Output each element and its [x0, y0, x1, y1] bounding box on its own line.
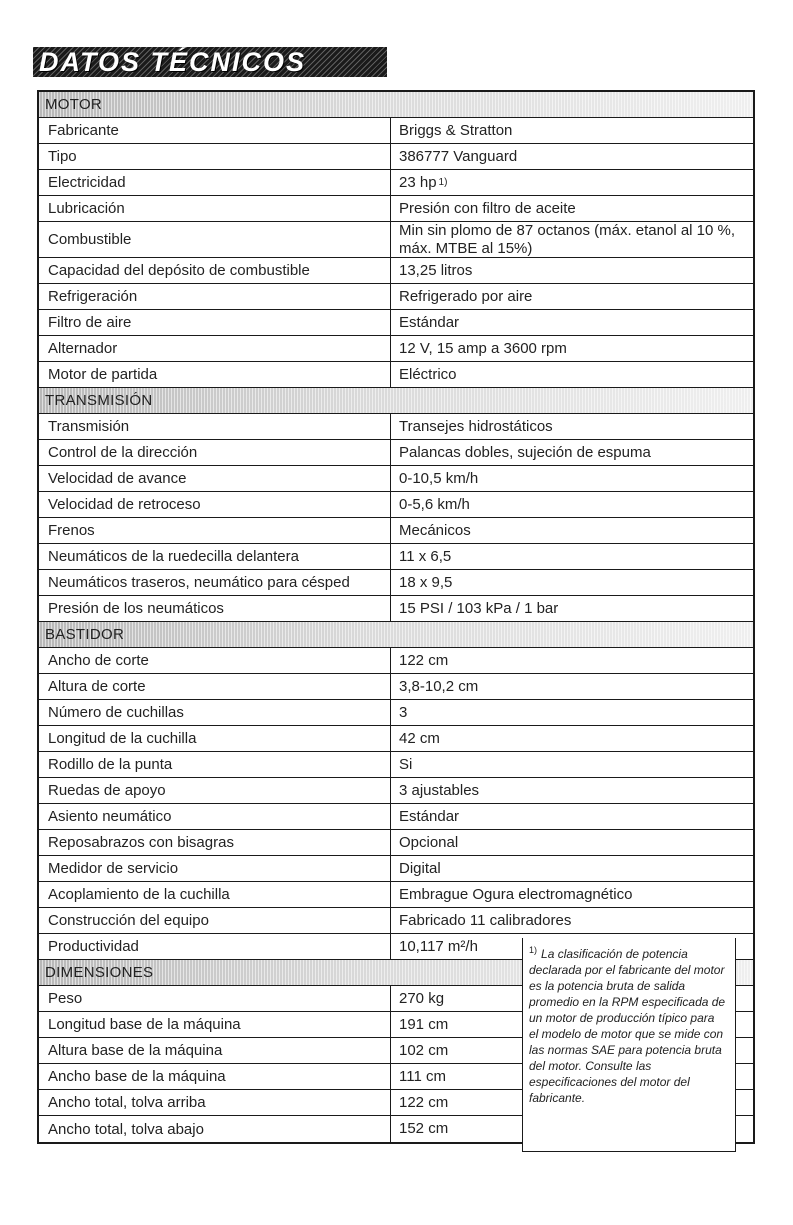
row-value: Briggs & Stratton: [399, 121, 513, 139]
row-value: 23 hp 1): [399, 173, 448, 191]
row-label: Ancho base de la máquina: [39, 1064, 391, 1089]
section-header-motor: MOTOR: [39, 92, 753, 118]
table-row: [39, 882, 753, 908]
row-value: 122 cm: [399, 651, 449, 669]
table-row: [39, 222, 753, 258]
table-row: [39, 362, 753, 388]
table-row: [39, 518, 753, 544]
row-value: 386777 Vanguard: [399, 147, 518, 165]
row-value: 42 cm: [399, 729, 440, 747]
row-label: Medidor de servicio: [39, 856, 391, 881]
row-value: Mecánicos: [399, 521, 471, 539]
row-label: Neumáticos de la ruedecilla delantera: [39, 544, 391, 569]
table-row: [39, 544, 753, 570]
row-value: Transejes hidrostáticos: [399, 417, 553, 435]
table-row: [39, 700, 753, 726]
row-value: 12 V, 15 amp a 3600 rpm: [399, 339, 567, 357]
table-row: [39, 466, 753, 492]
row-label: Ancho total, tolva arriba: [39, 1090, 391, 1115]
row-value: 3,8-10,2 cm: [399, 677, 479, 695]
row-value: Estándar: [399, 313, 460, 331]
table-row: [39, 310, 753, 336]
table-row: [39, 414, 753, 440]
row-value: 13,25 litros: [399, 261, 473, 279]
table-row: [39, 196, 753, 222]
footnote-marker: 1): [529, 945, 538, 955]
row-label: Ancho total, tolva abajo: [39, 1116, 391, 1142]
row-label: Rodillo de la punta: [39, 752, 391, 777]
row-value: Min sin plomo de 87 octanos (máx. etanol al 10 %, máx. MTBE al 15%): [399, 221, 736, 257]
row-label: Motor de partida: [39, 362, 391, 387]
table-row: [39, 170, 753, 196]
row-label: Neumáticos traseros, neumático para césped: [39, 570, 391, 595]
row-value: 102 cm: [399, 1041, 449, 1059]
table-row: [39, 674, 753, 700]
row-value: Digital: [399, 859, 441, 877]
row-label: Altura de corte: [39, 674, 391, 699]
row-value: 152 cm: [399, 1120, 449, 1137]
row-label: Alternador: [39, 336, 391, 361]
table-row: [39, 336, 753, 362]
row-value: Eléctrico: [399, 365, 457, 383]
row-label: Fabricante: [39, 118, 391, 143]
row-value: 3 ajustables: [399, 781, 480, 799]
row-value: Embrague Ogura electromagnético: [399, 885, 633, 903]
table-row: [39, 258, 753, 284]
row-value: Palancas dobles, sujeción de espuma: [399, 443, 651, 461]
row-label: Lubricación: [39, 196, 391, 221]
section-header-transmision: TRANSMISIÓN: [39, 388, 753, 414]
footnote-text: La clasificación de potencia declarada por el fabricante del motor es la potencia bruta de salida promedio en la RPM especificada de un motor de producción típico para el modelo de motor que se mide con las normas SAE para potencia bruta del motor. Consulte las especificaciones del motor del fabricante.: [529, 947, 726, 1105]
table-row: [39, 726, 753, 752]
table-row: [39, 856, 753, 882]
row-value: Refrigerado por aire: [399, 287, 533, 305]
row-value: 122 cm: [399, 1093, 449, 1111]
row-value: 0-5,6 km/h: [399, 495, 470, 513]
row-value: Opcional: [399, 833, 459, 851]
row-value: 11 x 6,5: [399, 547, 452, 565]
row-label: Ancho de corte: [39, 648, 391, 673]
row-label: Productividad: [39, 934, 391, 959]
section-header-bastidor: BASTIDOR: [39, 622, 753, 648]
row-label: Transmisión: [39, 414, 391, 439]
row-value: Presión con filtro de aceite: [399, 199, 576, 217]
row-label: Construcción del equipo: [39, 908, 391, 933]
row-label: Velocidad de avance: [39, 466, 391, 491]
row-value: Estándar: [399, 807, 460, 825]
row-label: Ruedas de apoyo: [39, 778, 391, 803]
row-label: Refrigeración: [39, 284, 391, 309]
row-value: Si: [399, 755, 413, 773]
table-row: [39, 596, 753, 622]
row-label: Longitud base de la máquina: [39, 1012, 391, 1037]
table-row: [39, 118, 753, 144]
table-row: [39, 144, 753, 170]
row-label: Velocidad de retroceso: [39, 492, 391, 517]
row-value: 0-10,5 km/h: [399, 469, 479, 487]
row-value: 18 x 9,5: [399, 573, 453, 591]
row-value: 15 PSI / 103 kPa / 1 bar: [399, 599, 559, 617]
row-label: Combustible: [39, 222, 391, 257]
row-label: Reposabrazos con bisagras: [39, 830, 391, 855]
row-label: Frenos: [39, 518, 391, 543]
row-label: Tipo: [39, 144, 391, 169]
section-header-dimensiones: DIMENSIONES: [39, 960, 753, 986]
row-label: Altura base de la máquina: [39, 1038, 391, 1063]
row-label: Filtro de aire: [39, 310, 391, 335]
row-label: Longitud de la cuchilla: [39, 726, 391, 751]
table-row: [39, 778, 753, 804]
table-row: [39, 570, 753, 596]
table-row: [39, 648, 753, 674]
row-label: Control de la dirección: [39, 440, 391, 465]
row-value: 3: [399, 703, 408, 721]
table-row: [39, 804, 753, 830]
row-value: 270 kg: [399, 989, 445, 1007]
row-label: Electricidad: [39, 170, 391, 195]
row-label: Acoplamiento de la cuchilla: [39, 882, 391, 907]
row-value: 111 cm: [399, 1067, 446, 1085]
row-value: 191 cm: [399, 1015, 449, 1033]
table-row: [39, 440, 753, 466]
row-value: Fabricado 11 calibradores: [399, 911, 572, 929]
row-value-text: 23 hp: [399, 173, 437, 191]
table-row: [39, 492, 753, 518]
row-value: 10,117 m²/h: [399, 937, 478, 955]
table-row: [39, 284, 753, 310]
table-row: [39, 830, 753, 856]
row-label: Número de cuchillas: [39, 700, 391, 725]
footnote-box: [522, 938, 736, 1152]
row-label: Capacidad del depósito de combustible: [39, 258, 391, 283]
row-label: Asiento neumático: [39, 804, 391, 829]
page-title: DATOS TÉCNICOS: [33, 47, 387, 77]
row-label: Presión de los neumáticos: [39, 596, 391, 621]
row-label: Peso: [39, 986, 391, 1011]
table-row: [39, 908, 753, 934]
table-row: [39, 752, 753, 778]
